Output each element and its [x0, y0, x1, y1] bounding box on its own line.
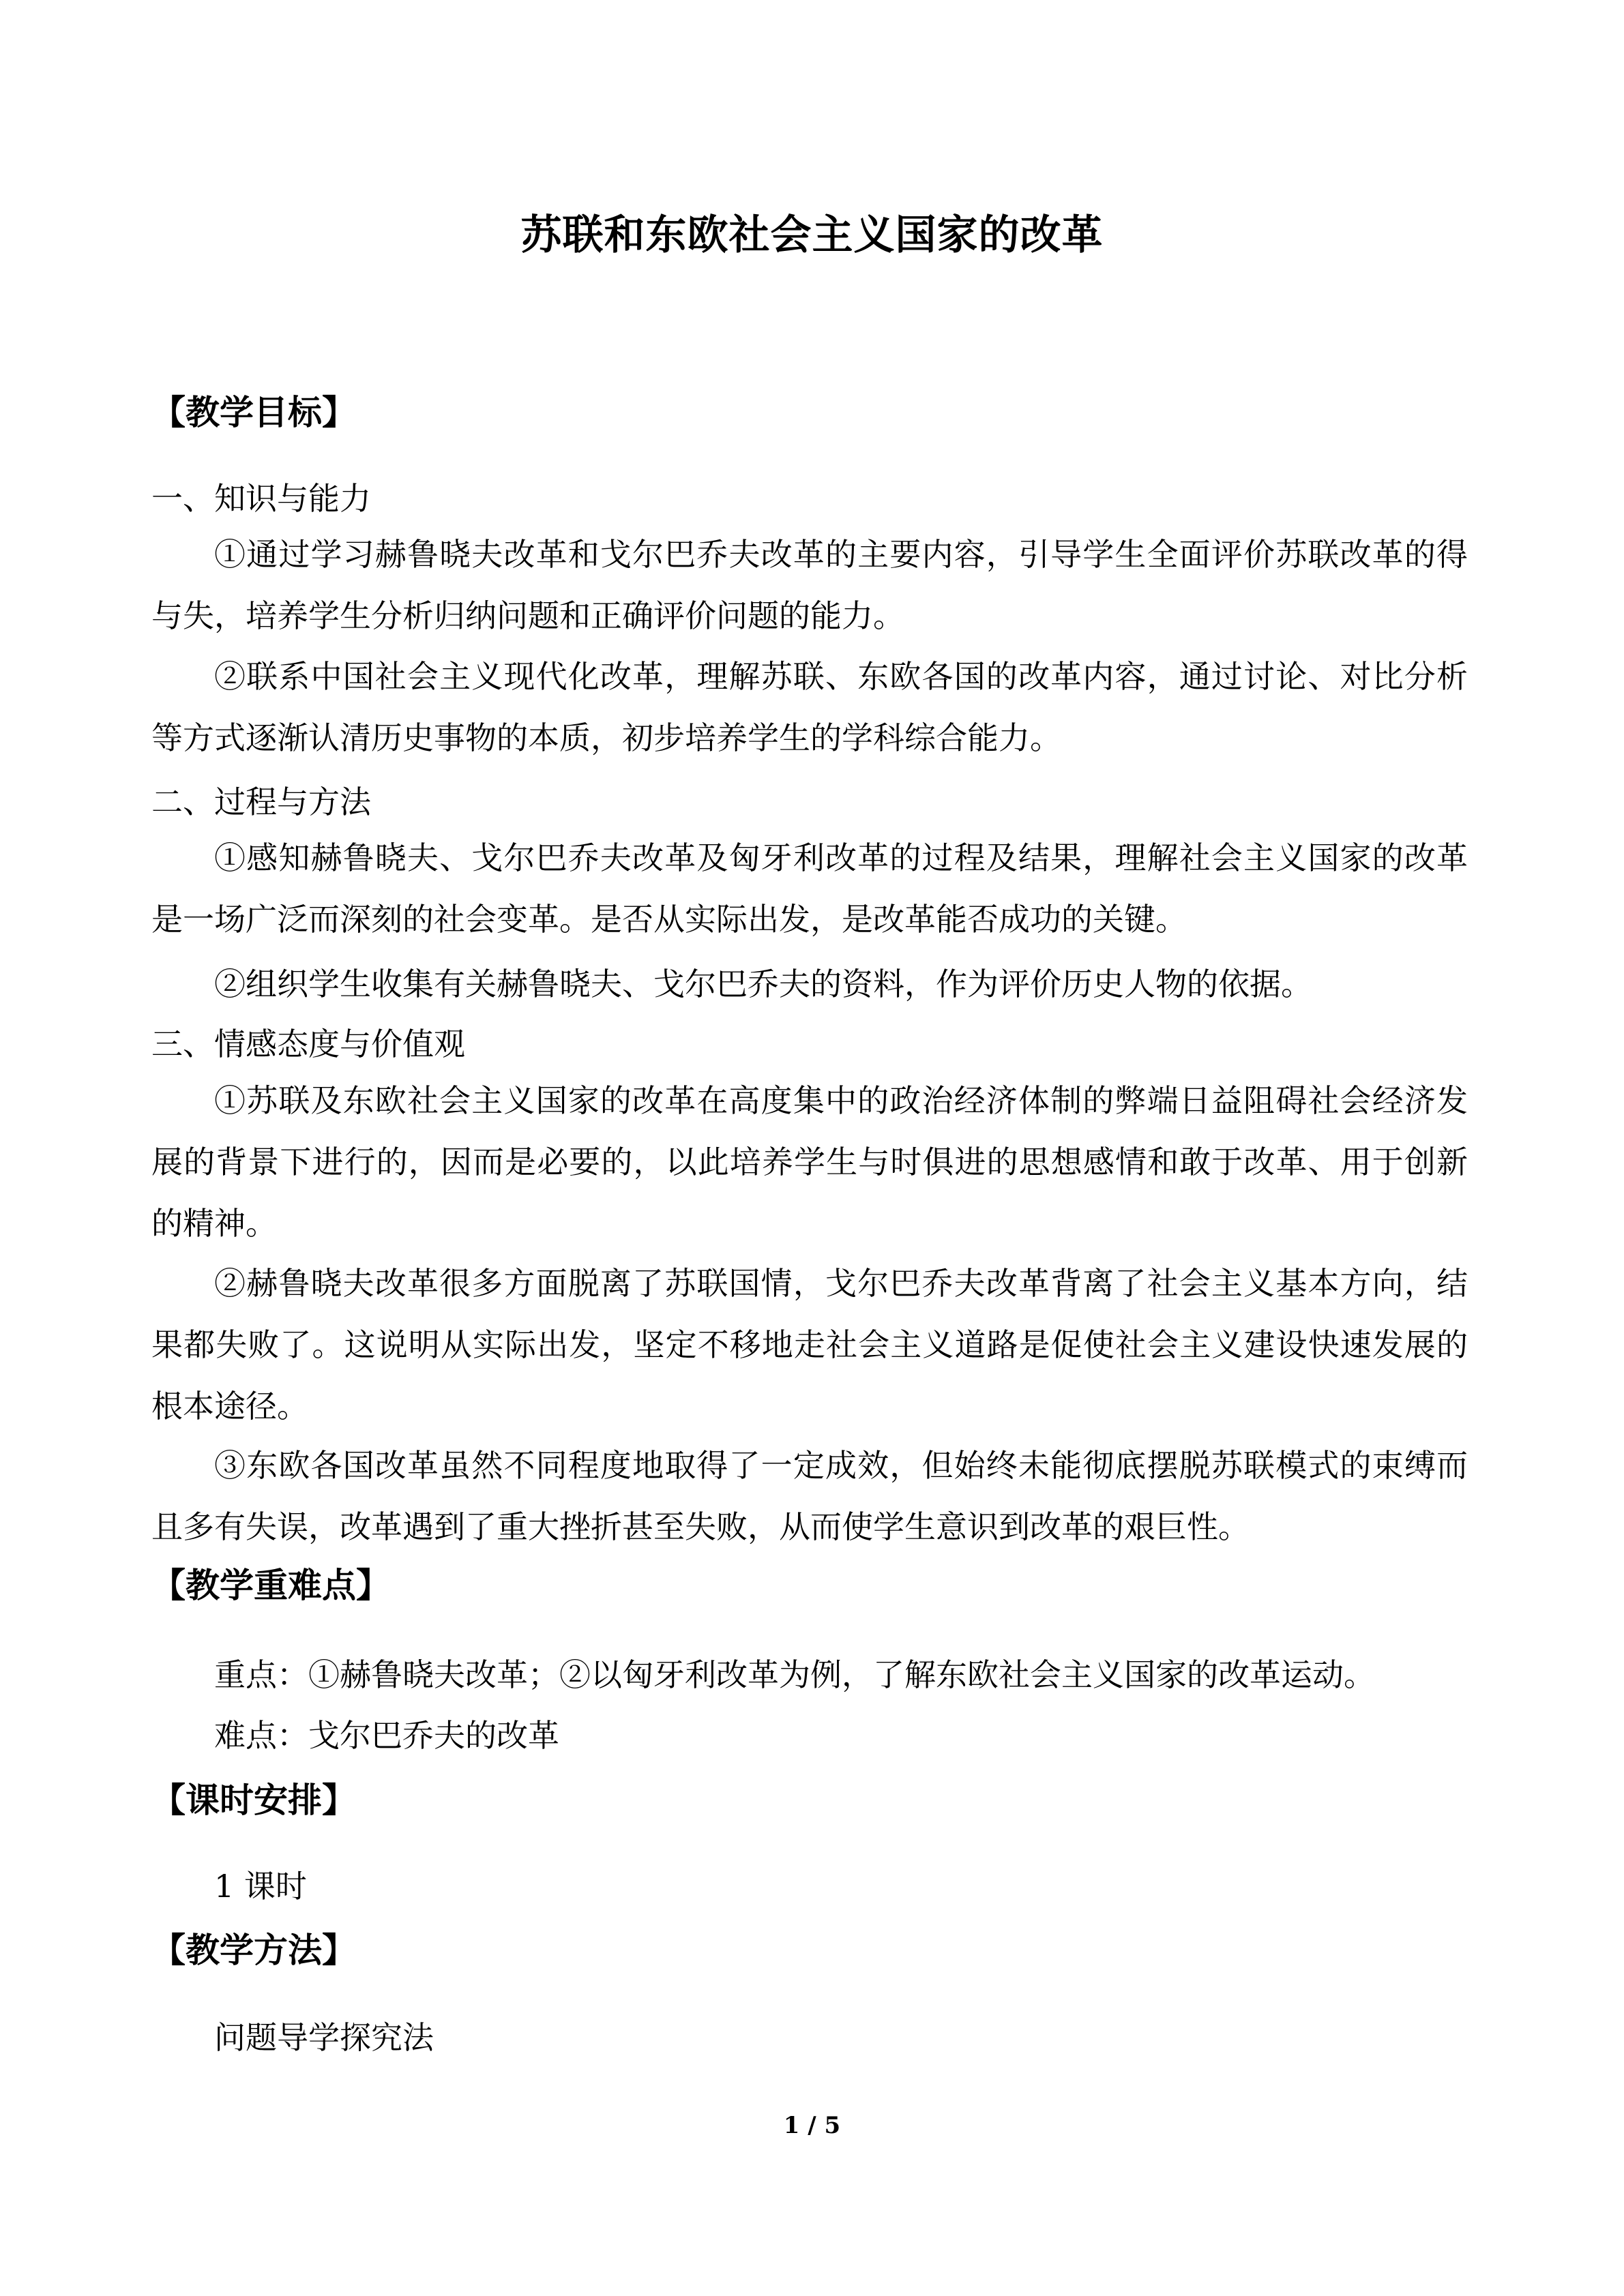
method-value: 问题导学探究法 [214, 2019, 434, 2056]
paragraph-process-1: ①感知赫鲁晓夫、戈尔巴乔夫改革及匈牙利改革的过程及结果，理解社会主义国家的改革是一场广泛而深刻的社会变革。是否从实际出发，是改革能否成功的关键。 [151, 839, 1468, 938]
subheading-emotion-values: 三、情感态度与价值观 [151, 1026, 465, 1062]
page-number: 1 / 5 [783, 2112, 841, 2139]
heading-teaching-method: 【教学方法】 [151, 1930, 356, 1970]
paragraph-process-2: ②组织学生收集有关赫鲁晓夫、戈尔巴乔夫的资料，作为评价历史人物的依据。 [214, 966, 1312, 1002]
heading-key-difficult-points: 【教学重难点】 [151, 1566, 390, 1605]
heading-schedule: 【课时安排】 [151, 1780, 356, 1820]
key-point-text: 重点：①赫鲁晓夫改革；②以匈牙利改革为例，了解东欧社会主义国家的改革运动。 [214, 1656, 1375, 1693]
subheading-knowledge-ability: 一、知识与能力 [151, 480, 371, 517]
paragraph-values-1: ①苏联及东欧社会主义国家的改革在高度集中的政治经济体制的弊端日益阻碍社会经济发展的背景下进行的，因而是必要的，以此培养学生与时俱进的思想感情和敢于改革、用于创新的精神。 [151, 1082, 1468, 1242]
schedule-value: 1 课时 [214, 1868, 307, 1905]
heading-teaching-goals: 【教学目标】 [151, 393, 356, 432]
difficult-point-text: 难点：戈尔巴乔夫的改革 [214, 1717, 559, 1754]
paragraph-knowledge-2: ②联系中国社会主义现代化改革，理解苏联、东欧各国的改革内容，通过讨论、对比分析等方式逐渐认清历史事物的本质，初步培养学生的学科综合能力。 [151, 658, 1468, 756]
document-title: 苏联和东欧社会主义国家的改革 [520, 211, 1104, 259]
subheading-process-method: 二、过程与方法 [151, 784, 371, 820]
paragraph-knowledge-1: ①通过学习赫鲁晓夫改革和戈尔巴乔夫改革的主要内容，引导学生全面评价苏联改革的得与失，培养学生分析归纳问题和正确评价问题的能力。 [151, 536, 1468, 634]
paragraph-values-3: ③东欧各国改革虽然不同程度地取得了一定成效，但始终未能彻底摆脱苏联模式的束缚而且多有失误，改革遇到了重大挫折甚至失败，从而使学生意识到改革的艰巨性。 [151, 1447, 1468, 1545]
paragraph-values-2: ②赫鲁晓夫改革很多方面脱离了苏联国情，戈尔巴乔夫改革背离了社会主义基本方向，结果都失败了。这说明从实际出发，坚定不移地走社会主义道路是促使社会主义建设快速发展的根本途径。 [151, 1265, 1468, 1425]
